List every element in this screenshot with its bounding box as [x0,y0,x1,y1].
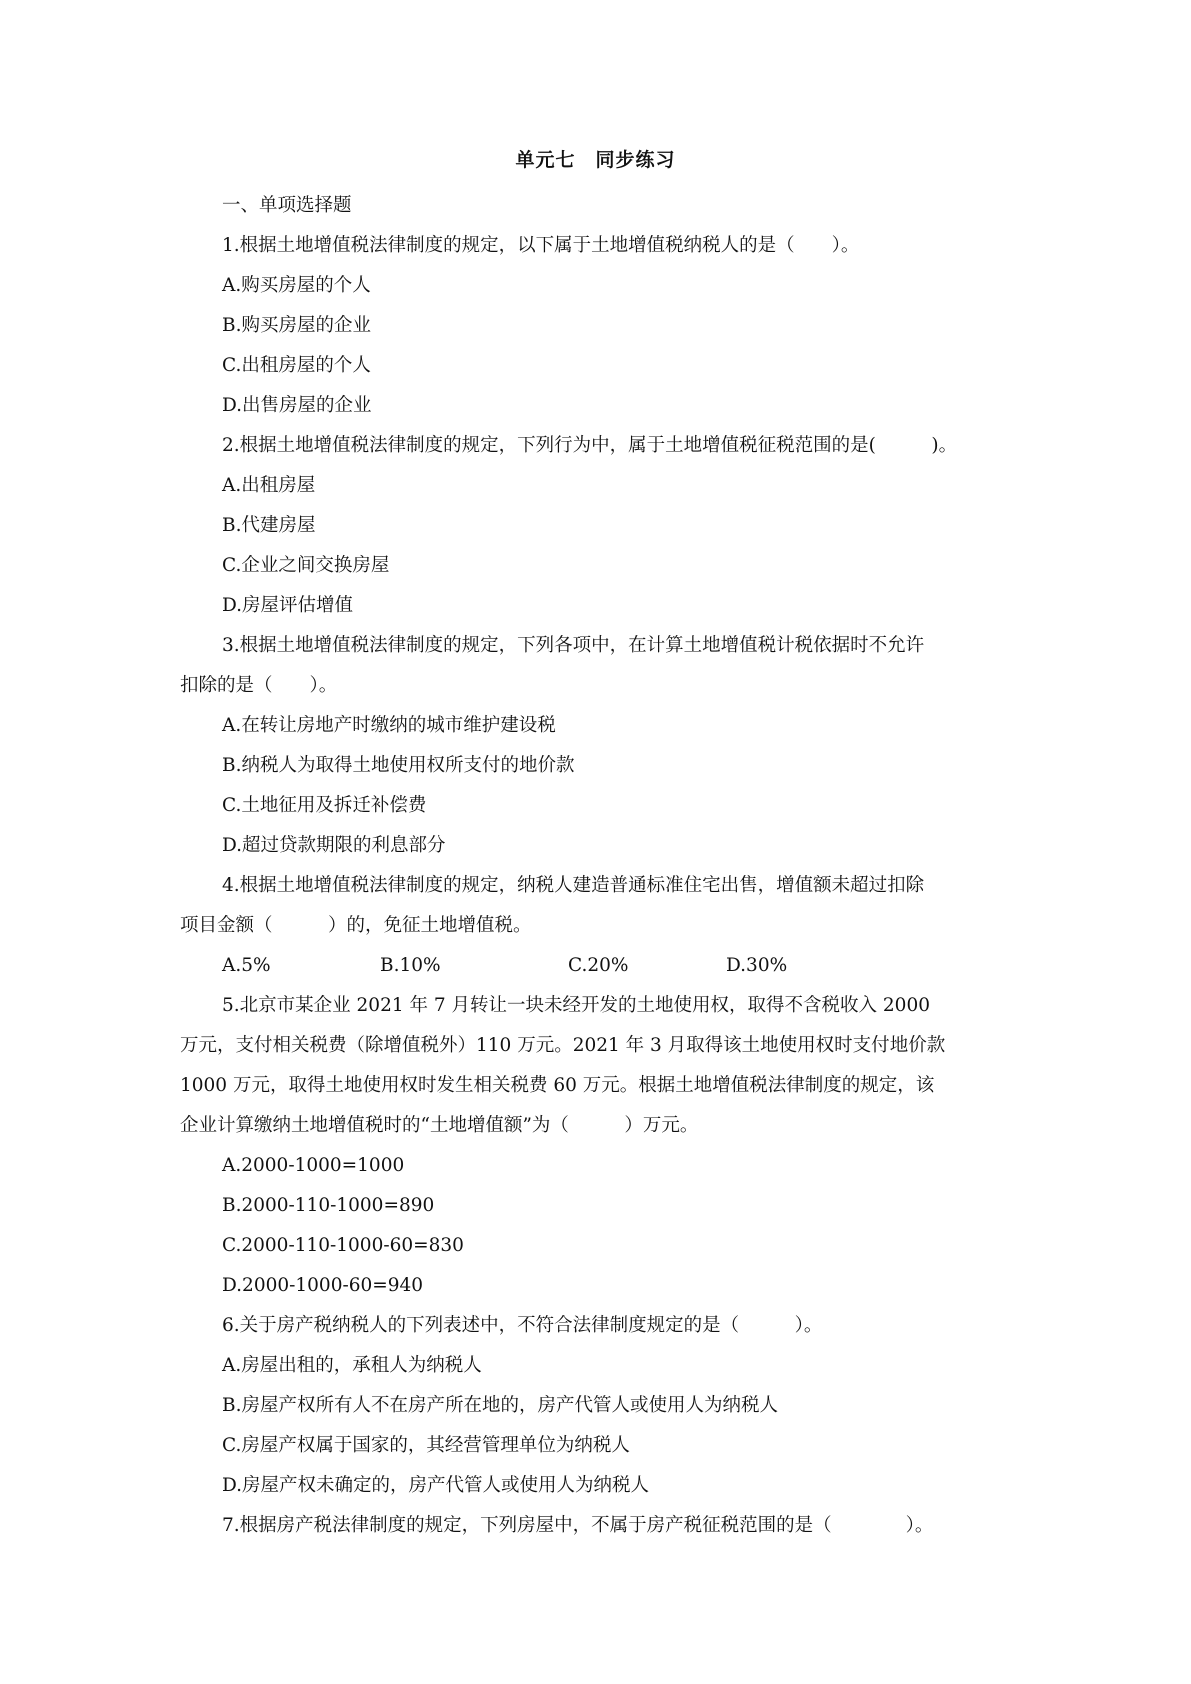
question-2-option-c: C.企业之间交换房屋 [222,555,390,576]
question-5-stem-line-4: 企业计算缴纳土地增值税时的“土地增值额”为（ ）万元。 [180,1115,699,1136]
question-1-option-d: D.出售房屋的企业 [222,395,372,416]
question-5-option-d: D.2000-1000-60=940 [222,1275,424,1296]
question-5-stem-line-3: 1000 万元，取得土地使用权时发生相关税费 60 万元。根据土地增值税法律制度的规定，该 [180,1075,935,1096]
question-5-option-b: B.2000-110-1000=890 [222,1195,435,1216]
question-6-stem: 6.关于房产税纳税人的下列表述中，不符合法律制度规定的是（ ）。 [222,1315,823,1336]
question-3-stem-line-2: 扣除的是（ ）。 [180,675,338,696]
question-3-option-d: D.超过贷款期限的利息部分 [222,835,446,856]
question-2-stem: 2.根据土地增值税法律制度的规定，下列行为中，属于土地增值税征税范围的是( )。 [222,435,958,456]
question-4-option-c: C.20% [568,955,629,976]
question-4-option-d: D.30% [726,955,788,976]
question-2-option-d: D.房屋评估增值 [222,595,354,616]
question-3-stem-line-1: 3.根据土地增值税法律制度的规定，下列各项中，在计算土地增值税计税依据时不允许 [222,635,925,656]
question-3-option-b: B.纳税人为取得土地使用权所支付的地价款 [222,755,575,776]
question-4-option-a: A.5% [222,955,271,976]
question-5-stem-line-2: 万元，支付相关税费（除增值税外）110 万元。2021 年 3 月取得该土地使用权时支付地价款 [180,1035,946,1056]
question-1-option-b: B.购买房屋的企业 [222,315,371,336]
question-4-options-row [180,946,1018,986]
question-1-stem: 1.根据土地增值税法律制度的规定，以下属于土地增值税纳税人的是（ ）。 [222,235,860,256]
section-heading: 一、单项选择题 [222,195,352,216]
question-4-option-b: B.10% [380,955,441,976]
question-7-stem: 7.根据房产税法律制度的规定，下列房屋中，不属于房产税征税范围的是（ ）。 [222,1515,934,1536]
question-6-option-b: B.房屋产权所有人不在房产所在地的，房产代管人或使用人为纳税人 [222,1395,778,1416]
question-5-stem-line-1: 5.北京市某企业 2021 年 7 月转让一块未经开发的土地使用权，取得不含税收入 2000 [222,995,930,1016]
question-3-option-a: A.在转让房地产时缴纳的城市维护建设税 [222,715,556,736]
question-6-option-c: C.房屋产权属于国家的，其经营管理单位为纳税人 [222,1435,630,1456]
question-5-option-c: C.2000-110-1000-60=830 [222,1235,464,1256]
document-body [180,186,1018,1546]
question-1-option-a: A.购买房屋的个人 [222,275,371,296]
question-4-stem-line-1: 4.根据土地增值税法律制度的规定，纳税人建造普通标准住宅出售，增值额未超过扣除 [222,875,925,896]
question-1-option-c: C.出租房屋的个人 [222,355,371,376]
question-6-option-d: D.房屋产权未确定的，房产代管人或使用人为纳税人 [222,1475,650,1496]
question-5-option-a: A.2000-1000=1000 [222,1155,405,1176]
question-4-stem-line-2: 项目金额（ ）的，免征土地增值税。 [180,915,532,936]
question-3-option-c: C.土地征用及拆迁补偿费 [222,795,427,816]
question-6-option-a: A.房屋出租的，承租人为纳税人 [222,1355,482,1376]
question-2-option-b: B.代建房屋 [222,515,316,536]
question-2-option-a: A.出租房屋 [222,475,316,496]
page-title: 单元七 同步练习 [515,149,676,171]
